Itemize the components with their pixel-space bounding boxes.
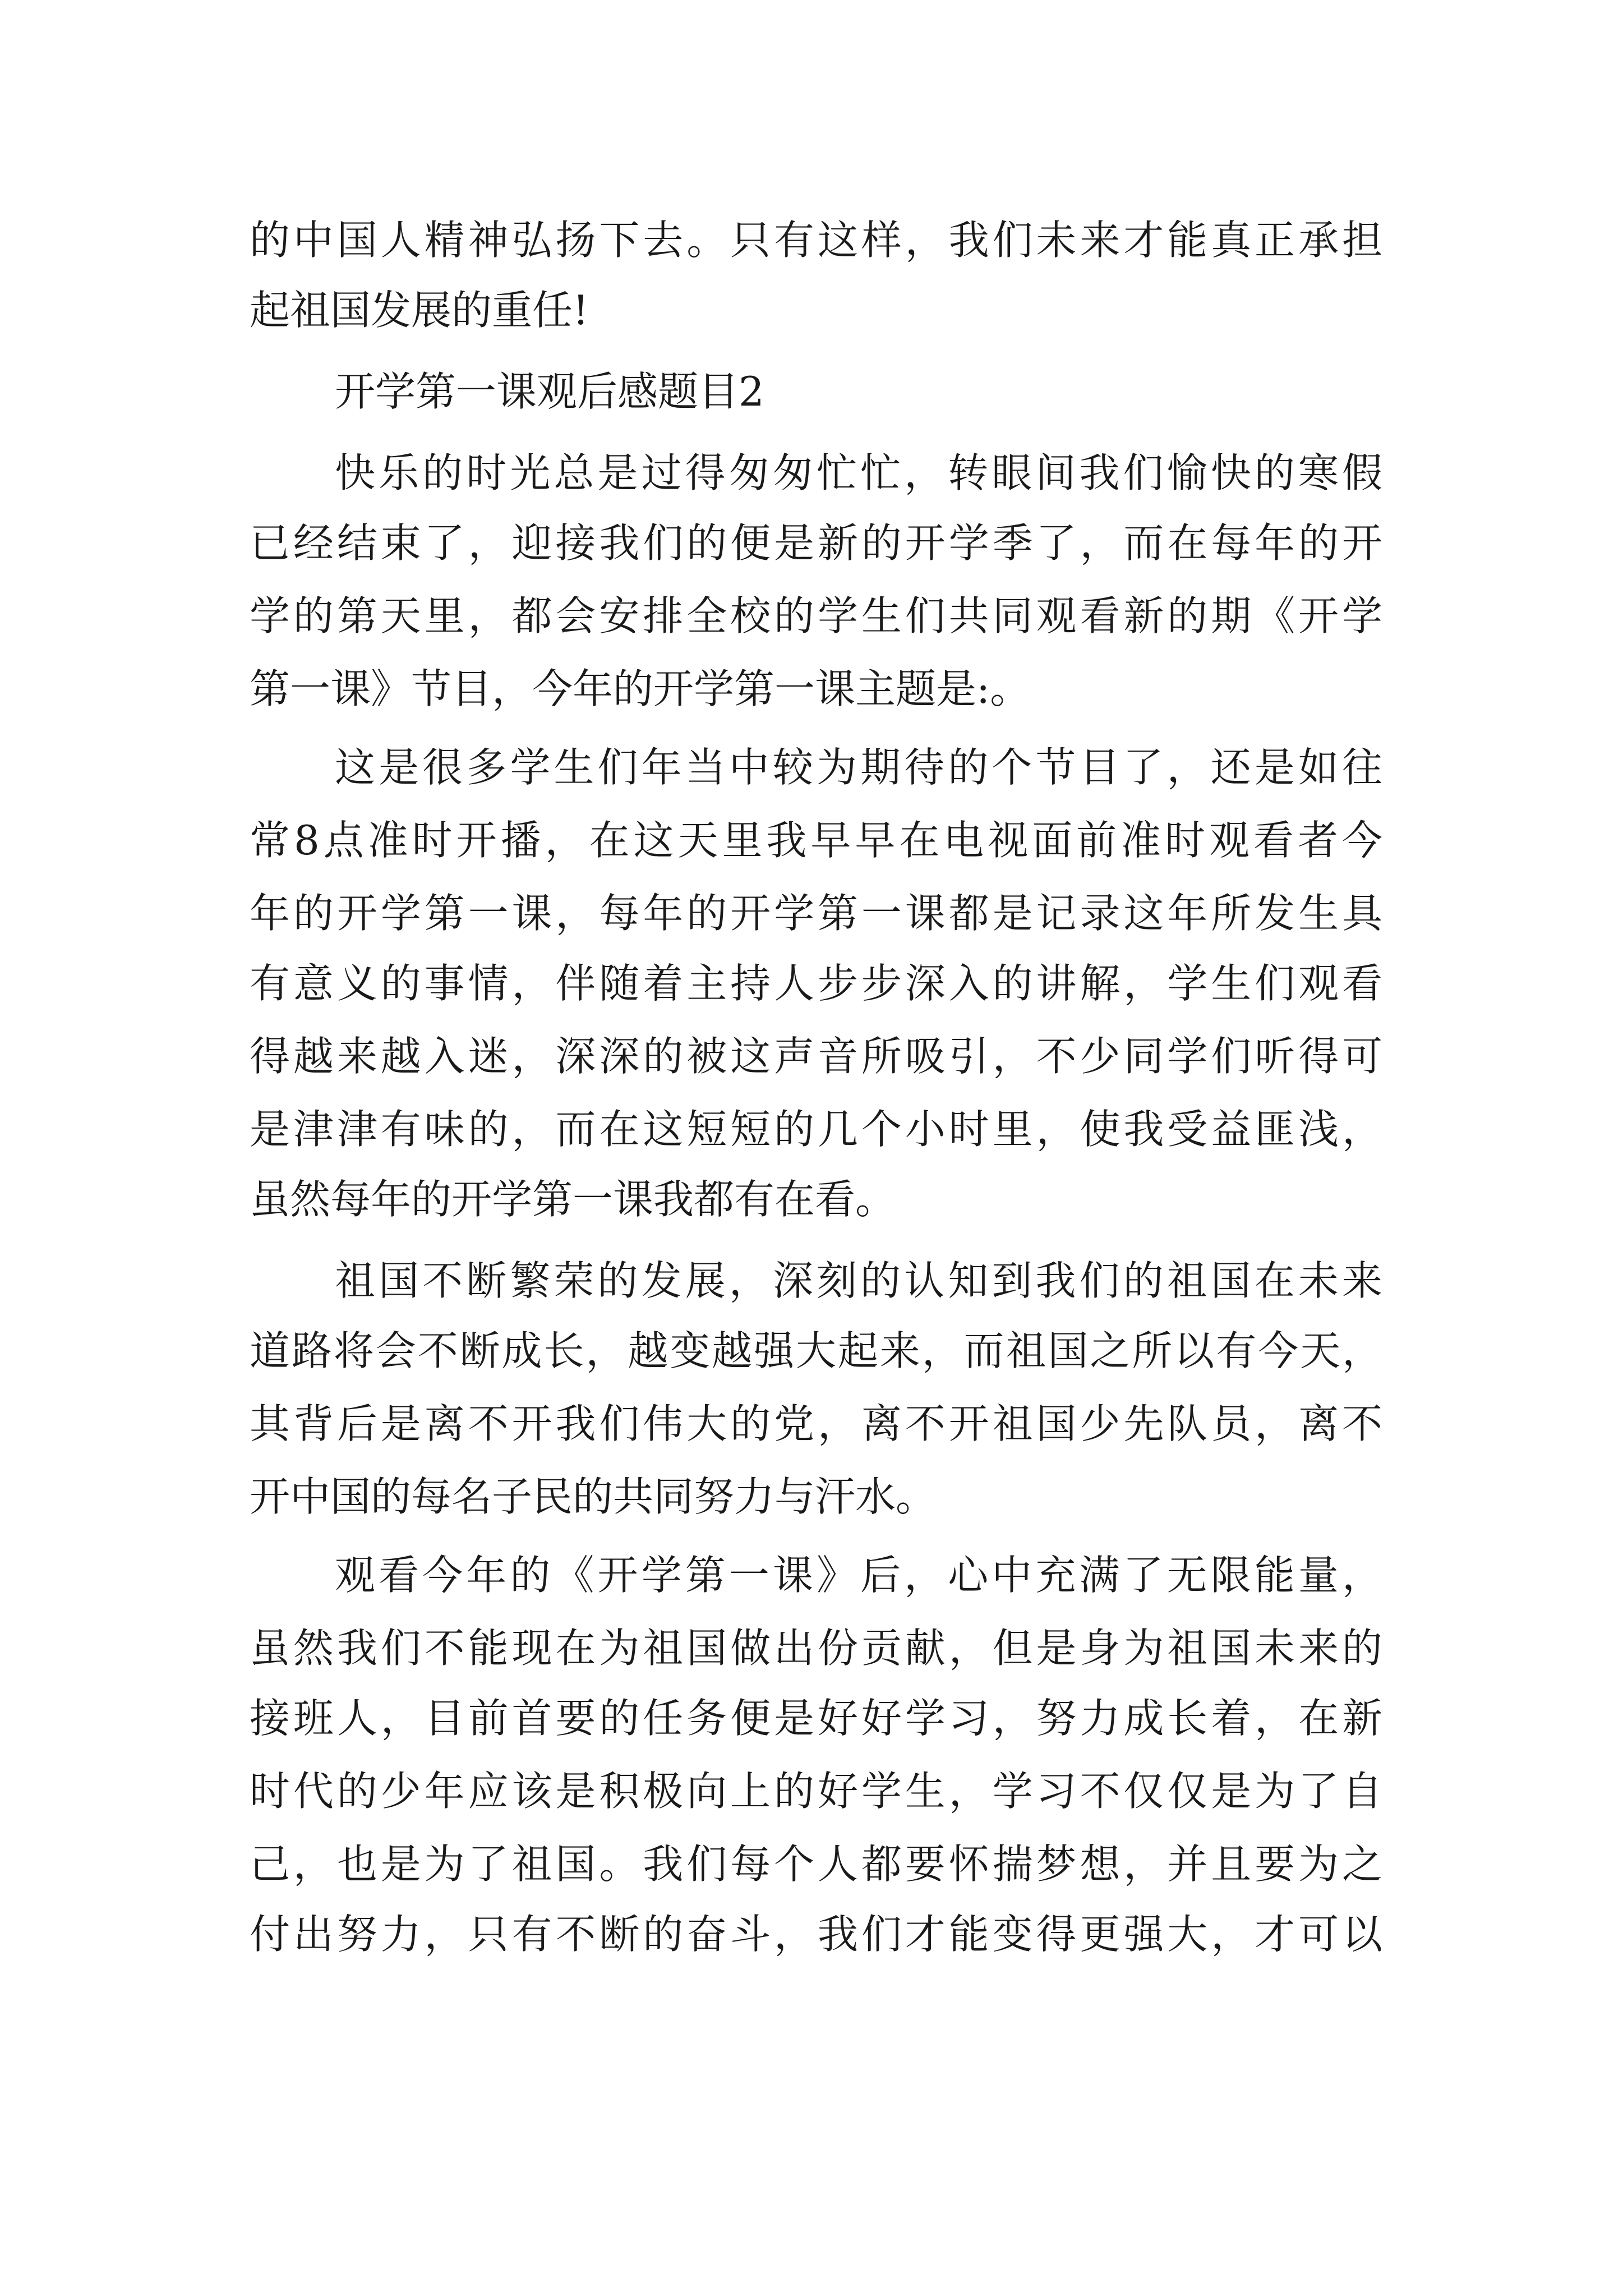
text-line: 接班人，目前首要的任务便是好好学习，努力成长着，在新 xyxy=(250,1695,1382,1742)
text-line: 学的第天里，都会安排全校的学生们共同观看新的期《开学 xyxy=(250,592,1382,639)
text-line: 得越来越入迷，深深的被这声音所吸引，不少同学们听得可 xyxy=(250,1033,1382,1080)
text-line: 快乐的时光总是过得匆匆忙忙，转眼间我们愉快的寒假 xyxy=(335,449,1382,496)
text-line: 是津津有味的，而在这短短的几个小时里，使我受益匪浅， xyxy=(250,1106,1382,1153)
text-line: 道路将会不断成长，越变越强大起来，而祖国之所以有今天， xyxy=(250,1327,1382,1374)
text-line: 虽然我们不能现在为祖国做出份贡献，但是身为祖国未来的 xyxy=(250,1625,1382,1672)
text-line: 付出努力，只有不断的奋斗，我们才能变得更强大，才可以 xyxy=(250,1911,1382,1958)
text-line: 祖国不断繁荣的发展，深刻的认知到我们的祖国在未来 xyxy=(335,1257,1382,1304)
text-line: 己，也是为了祖国。我们每个人都要怀揣梦想，并且要为之 xyxy=(250,1841,1382,1888)
text-line: 起祖国发展的重任! xyxy=(250,287,589,334)
text-line: 已经结束了，迎接我们的便是新的开学季了，而在每年的开 xyxy=(250,519,1382,567)
text-line: 其背后是离不开我们伟大的党，离不开祖国少先队员，离不 xyxy=(250,1400,1382,1447)
text-line: 虽然每年的开学第一课我都有在看。 xyxy=(250,1176,896,1223)
text-line: 时代的少年应该是积极向上的好学生，学习不仅仅是为了自 xyxy=(250,1768,1382,1815)
section-heading: 开学第一课观后感题目2 xyxy=(335,368,764,415)
text-line: 年的开学第一课，每年的开学第一课都是记录这年所发生具 xyxy=(250,890,1382,937)
text-line: 观看今年的《开学第一课》后，心中充满了无限能量， xyxy=(335,1552,1382,1599)
text-line: 开中国的每名子民的共同努力与汗水。 xyxy=(250,1473,937,1520)
text-line: 常8点准时开播，在这天里我早早在电视面前准时观看者今 xyxy=(250,817,1382,864)
text-line: 这是很多学生们年当中较为期待的个节目了，还是如往 xyxy=(335,744,1382,791)
text-line: 有意义的事情，伴随着主持人步步深入的讲解，学生们观看 xyxy=(250,960,1382,1007)
text-line: 的中国人精神弘扬下去。只有这样，我们未来才能真正承担 xyxy=(250,217,1382,264)
text-line: 第一课》节目，今年的开学第一课主题是:。 xyxy=(250,665,1031,712)
